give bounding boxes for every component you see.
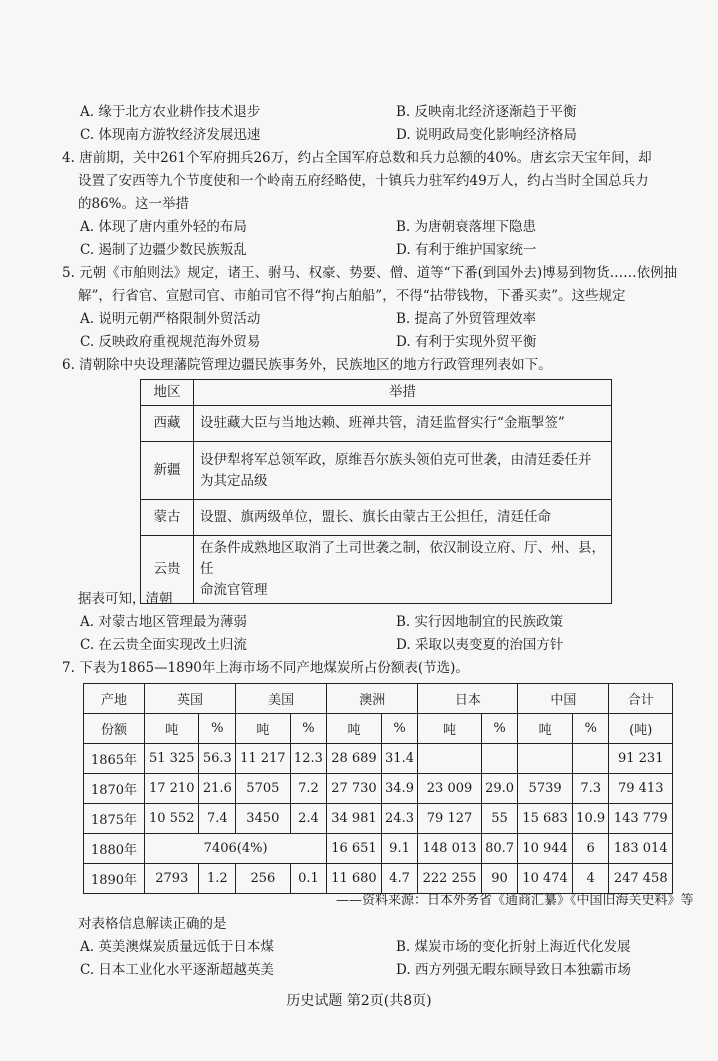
q6-measure-cell: 设盟、旗两级单位，盟长、旗长由蒙古王公担任，清廷任命 xyxy=(194,500,612,536)
q7-cell xyxy=(518,744,572,774)
q7-unit-ton: 吨 xyxy=(327,714,381,744)
q7-question: 对表格信息解读正确的是 xyxy=(78,916,227,932)
q7-cell: 9.1 xyxy=(381,834,418,864)
q6-header-region: 地区 xyxy=(141,380,194,406)
q7-cell: 15 683 xyxy=(518,804,572,834)
q7-cell: 80.7 xyxy=(481,834,518,864)
q7-cell: 10 474 xyxy=(518,864,572,894)
q6-region-cell: 新疆 xyxy=(141,442,194,500)
q7-cell: 7.4 xyxy=(199,804,236,834)
q7-cell: 3450 xyxy=(236,804,290,834)
q6-region-cell: 云贵 xyxy=(141,536,194,604)
q7-cell: 10 944 xyxy=(518,834,572,864)
q7-header-country: 英国 xyxy=(145,684,236,714)
q7-unit-ton: 吨 xyxy=(418,714,481,744)
q6-measure-cell: 在条件成熟地区取消了土司世袭之制，依汉制设立府、厅、州、县，任 命流官管理 xyxy=(194,536,612,604)
q6-option-a: A. 对蒙古地区管理最为薄弱 xyxy=(80,614,247,630)
q7-header-country: 美国 xyxy=(236,684,327,714)
q7-cell: 79 127 xyxy=(418,804,481,834)
q7-total: 143 779 xyxy=(609,804,673,834)
q7-cell: 1.2 xyxy=(199,864,236,894)
q3-option-b: B. 反映南北经济逐渐趋于平衡 xyxy=(396,104,577,120)
q7-option-d: D. 西方列强无暇东顾导致日本独霸市场 xyxy=(396,962,631,978)
q7-cell xyxy=(481,744,518,774)
q7-year: 1870年 xyxy=(84,774,145,804)
q7-cell xyxy=(572,744,609,774)
q7-unit-pct: % xyxy=(290,714,327,744)
q7-cell: 21.6 xyxy=(199,774,236,804)
q6-region-cell: 蒙古 xyxy=(141,500,194,536)
q4-option-d: D. 有利于维护国家统一 xyxy=(396,242,537,258)
q7-cell: 34 981 xyxy=(327,804,381,834)
q7-total: 79 413 xyxy=(609,774,673,804)
q7-option-c: C. 日本工业化水平逐渐超越英美 xyxy=(80,962,274,978)
q7-option-b: B. 煤炭市场的变化折射上海近代化发展 xyxy=(396,939,631,955)
q7-option-a: A. 英美澳煤炭质量远低于日本煤 xyxy=(80,939,274,955)
q7-coal-table xyxy=(83,683,673,894)
q7-source: ——资料来源：日本外务省《通商汇纂》《中国旧海关史料》等 xyxy=(336,893,694,908)
q6-measure-cell: 设驻藏大臣与当地达赖、班禅共管，清廷监督实行“金瓶掣签” xyxy=(194,406,612,442)
q6-admin-table xyxy=(140,379,612,604)
page-footer: 历史试题 第2页(共8页) xyxy=(286,993,432,1009)
q6-after-text: 据表可知，清朝 xyxy=(78,591,173,607)
q7-cell: 90 xyxy=(481,864,518,894)
q7-total: 91 231 xyxy=(609,744,673,774)
q7-cell: 0.1 xyxy=(290,864,327,894)
q3-option-d: D. 说明政局变化影响经济格局 xyxy=(396,127,577,143)
q7-cell: 29.0 xyxy=(481,774,518,804)
q7-cell: 10.9 xyxy=(572,804,609,834)
q7-year: 1890年 xyxy=(84,864,145,894)
q7-unit-pct: % xyxy=(381,714,418,744)
q7-cell: 28 689 xyxy=(327,744,381,774)
q6-stem: 6. 清朝除中央设理藩院管理边疆民族事务外，民族地区的地方行政管理列表如下。 xyxy=(62,357,552,373)
q7-cell: 12.3 xyxy=(290,744,327,774)
q7-year: 1865年 xyxy=(84,744,145,774)
q5-option-a: A. 说明元朝严格限制外贸活动 xyxy=(80,311,261,327)
q7-unit-ton: 吨 xyxy=(236,714,290,744)
q7-cell: 17 210 xyxy=(145,774,199,804)
q6-option-b: B. 实行因地制宜的民族政策 xyxy=(396,614,564,630)
q7-total: 247 458 xyxy=(609,864,673,894)
q6-option-d: D. 采取以夷变夏的治国方针 xyxy=(396,637,564,653)
q7-header-share: 份额 xyxy=(84,714,145,744)
q7-cell: 2793 xyxy=(145,864,199,894)
q7-unit-pct: % xyxy=(572,714,609,744)
q4-option-a: A. 体现了唐内重外轻的布局 xyxy=(80,219,247,235)
q7-cell: 5705 xyxy=(236,774,290,804)
q7-cell: 7.3 xyxy=(572,774,609,804)
q7-cell: 4 xyxy=(572,864,609,894)
q7-stem: 7. 下表为1865—1890年上海市场不同产地煤炭所占份额表(节选)。 xyxy=(62,660,469,676)
q7-header-origin: 产地 xyxy=(84,684,145,714)
q7-cell: 2.4 xyxy=(290,804,327,834)
q7-cell: 24.3 xyxy=(381,804,418,834)
q6-measure-cell: 设伊犁将军总领军政，原维吾尔族头领伯克可世袭，由清廷委任并 为其定品级 xyxy=(194,442,612,500)
q7-header-country: 澳洲 xyxy=(327,684,418,714)
q4-option-b: B. 为唐朝衰落埋下隐患 xyxy=(396,219,537,235)
q5-option-b: B. 提高了外贸管理效率 xyxy=(396,311,537,327)
q7-unit-pct: % xyxy=(199,714,236,744)
q5-option-c: C. 反映政府重视规范海外贸易 xyxy=(80,334,261,350)
q7-year: 1875年 xyxy=(84,804,145,834)
q7-cell: 5739 xyxy=(518,774,572,804)
q7-unit-ton: 吨 xyxy=(145,714,199,744)
q5-stem-line1: 5. 元朝《市舶则法》规定，诸王、驸马、权豪、势要、僧、道等“下番(到国外去)博易到物货……依例抽 xyxy=(62,265,678,281)
q7-cell: 31.4 xyxy=(381,744,418,774)
q7-unit-ton: 吨 xyxy=(518,714,572,744)
q4-option-c: C. 遏制了边疆少数民族叛乱 xyxy=(80,242,247,258)
q7-cell: 16 651 xyxy=(327,834,381,864)
q7-cell: 27 730 xyxy=(327,774,381,804)
q6-option-c: C. 在云贵全面实现改土归流 xyxy=(80,637,247,653)
q4-stem-line1: 4. 唐前期，关中261个军府拥兵26万，约占全国军府总数和兵力总额的40%。唐玄宗天宝年间，却 xyxy=(62,150,652,166)
q7-total: 183 014 xyxy=(609,834,673,864)
q7-cell: 6 xyxy=(572,834,609,864)
q6-region-cell: 西藏 xyxy=(141,406,194,442)
q4-stem-line3: 的86%。这一举措 xyxy=(78,196,190,212)
q7-cell xyxy=(418,744,481,774)
q7-cell: 7.2 xyxy=(290,774,327,804)
q7-header-country: 日本 xyxy=(418,684,518,714)
q7-cell: 148 013 xyxy=(418,834,481,864)
q7-cell: 23 009 xyxy=(418,774,481,804)
q3-option-c: C. 体现南方游牧经济发展迅速 xyxy=(80,127,261,143)
q7-unit-pct: % xyxy=(481,714,518,744)
q7-unit-total: (吨) xyxy=(609,714,673,744)
q4-stem-line2: 设置了安西等九个节度使和一个岭南五府经略使，十镇兵力驻军约49万人，约占当时全国总兵力 xyxy=(78,173,649,189)
q7-header-total: 合计 xyxy=(609,684,673,714)
q7-year: 1880年 xyxy=(84,834,145,864)
q7-cell: 11 680 xyxy=(327,864,381,894)
q7-cell: 10 552 xyxy=(145,804,199,834)
q7-cell: 222 255 xyxy=(418,864,481,894)
q7-cell: 256 xyxy=(236,864,290,894)
q7-cell: 4.7 xyxy=(381,864,418,894)
q7-cell: 34.9 xyxy=(381,774,418,804)
q6-header-measure: 举措 xyxy=(194,380,612,406)
q7-cell: 11 217 xyxy=(236,744,290,774)
q5-option-d: D. 有利于实现外贸平衡 xyxy=(396,334,537,350)
q7-cell: 56.3 xyxy=(199,744,236,774)
q5-stem-line2: 解”，行省官、宣慰司官、市舶司官不得“拘占舶船”，不得“拈带钱物，下番买卖”。这些规定 xyxy=(78,288,626,304)
q7-cell: 51 325 xyxy=(145,744,199,774)
q3-option-a: A. 缘于北方农业耕作技术退步 xyxy=(80,104,261,120)
q7-header-country: 中国 xyxy=(518,684,609,714)
q7-cell: 55 xyxy=(481,804,518,834)
q7-merged-cell: 7406(4%) xyxy=(145,834,327,864)
